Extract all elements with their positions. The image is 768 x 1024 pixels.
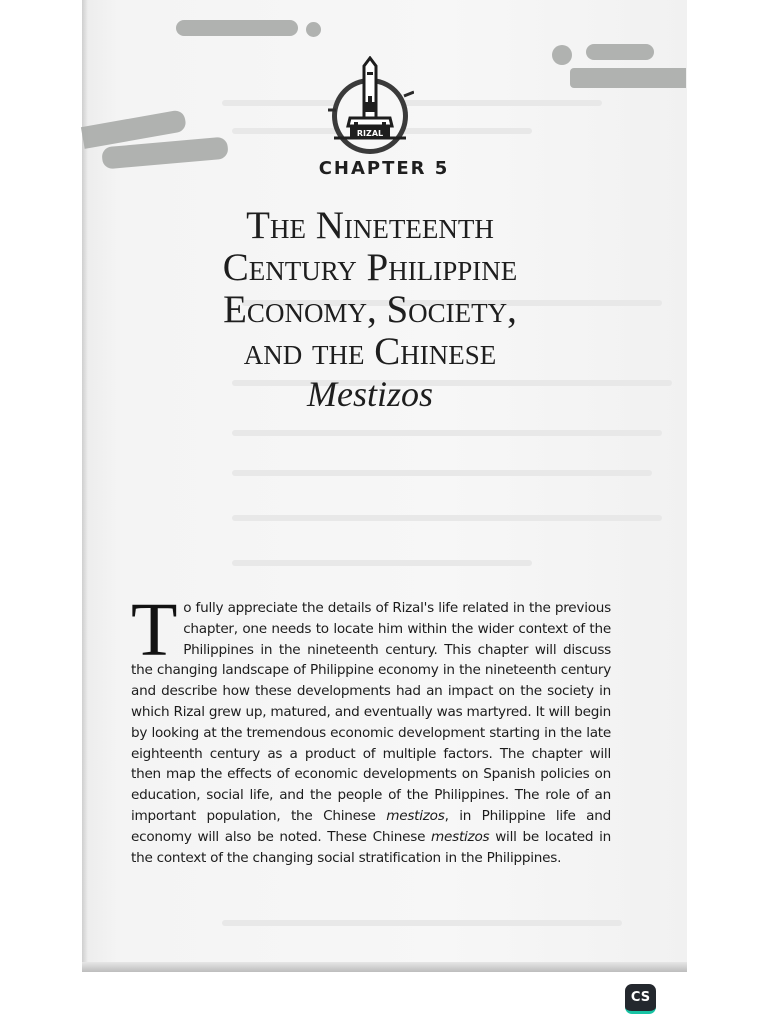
tape-strip: [176, 20, 298, 36]
rizal-monument-icon: [328, 56, 414, 160]
title-line-4: and the Chinese: [243, 330, 497, 373]
body-text-3: will be located in the context of the changing social stratification in the Philippines.: [131, 828, 611, 866]
tape-dot: [552, 45, 572, 65]
show-through-line: [232, 470, 652, 476]
show-through-line: [232, 560, 532, 566]
chapter-title: [120, 205, 620, 415]
title-line-5: Mestizos: [307, 374, 433, 414]
tape-strip: [586, 44, 654, 60]
tape-strip: [570, 68, 686, 88]
body-paragraph: [131, 588, 611, 868]
body-emphasis-1: mestizos: [386, 807, 445, 824]
title-line-3: Economy, Society,: [223, 288, 517, 331]
title-line-1: The Nineteenth: [246, 204, 494, 247]
page-bottom-edge: [82, 962, 687, 972]
drop-cap: T: [131, 588, 178, 672]
body-text-2: , in Philippine life and economy will also be noted. These Chinese: [131, 807, 611, 845]
show-through-line: [232, 430, 662, 436]
body-emphasis-2: mestizos: [431, 828, 490, 845]
camscanner-badge: CS: [625, 984, 656, 1014]
body-text-1: o fully appreciate the details of Rizal's life related in the previous chapter, one needs to locate him within the wider context of the Philippines in the nineteenth century. This chapter will discuss the changing landscape of Philippine economy in the nineteenth century and describe how these developments had an impact on the society in which Rizal grew up, matured, and eventually was martyred. It will begin by looking at the tremendous economic development starting in the late eighteenth century as a product of multiple factors. The chapter will then map the effects of economic developments on Spanish policies on education, social life, and the people of the Philippines. The role of an important population, the Chinese: [131, 600, 611, 824]
title-line-2: Century Philippine: [222, 246, 518, 289]
emblem-label: RIZAL: [356, 129, 384, 138]
chapter-label: CHAPTER 5: [318, 158, 450, 179]
show-through-line: [232, 515, 662, 521]
tape-dot: [306, 22, 321, 37]
show-through-line: [222, 920, 622, 926]
